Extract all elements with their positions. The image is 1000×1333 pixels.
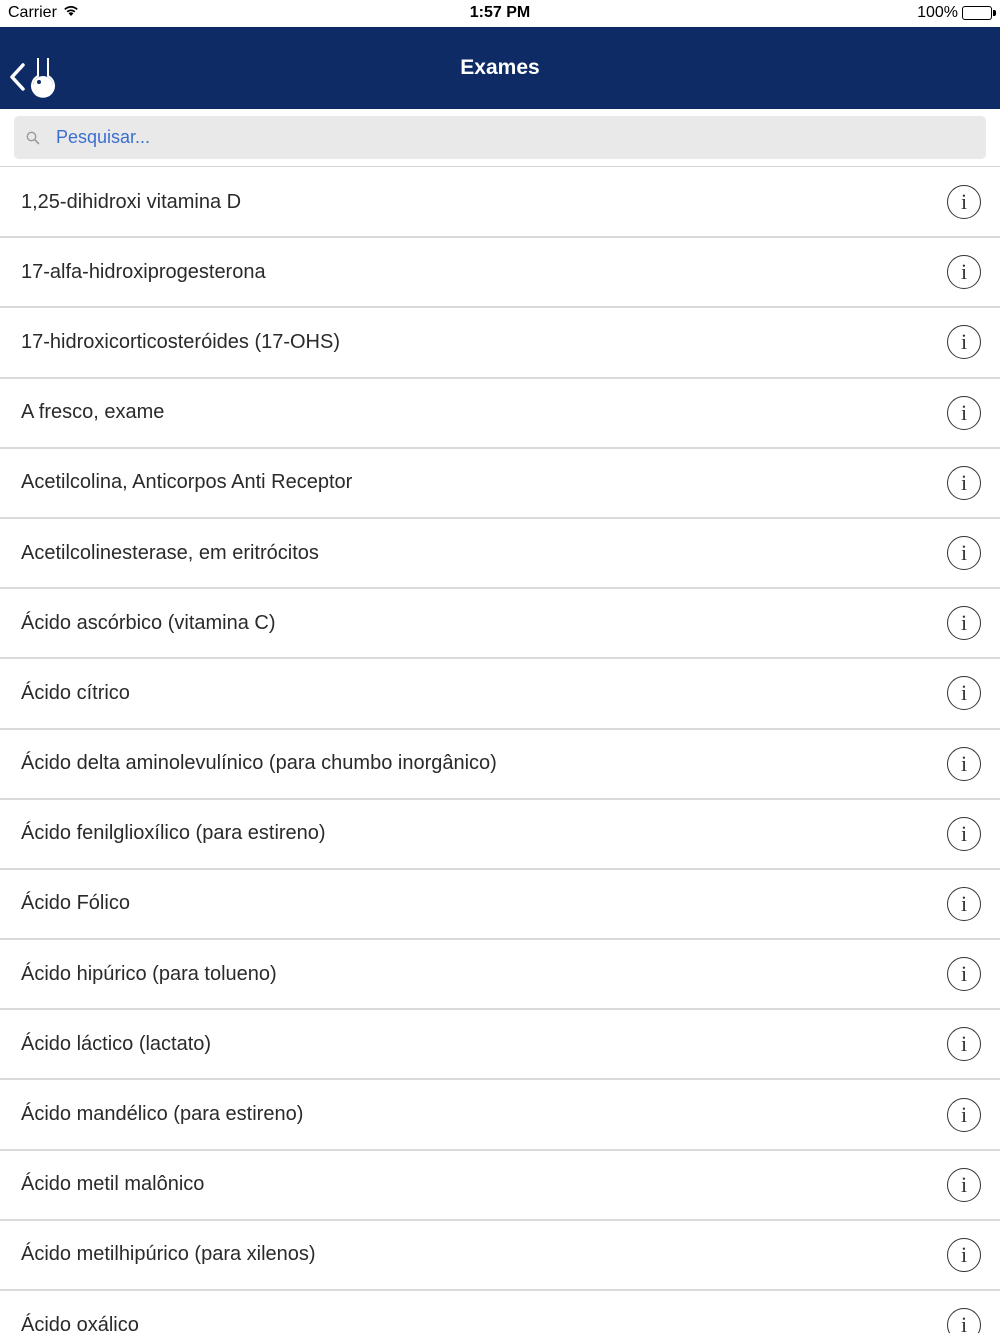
list-item-label: Ácido metilhipúrico (para xilenos) xyxy=(21,1243,316,1266)
info-icon[interactable]: i xyxy=(947,1027,981,1061)
list-item[interactable] xyxy=(0,659,1000,729)
list-item[interactable] xyxy=(0,589,1000,659)
list-item[interactable] xyxy=(0,1221,1000,1291)
search-bar xyxy=(0,109,1000,167)
info-icon[interactable]: i xyxy=(947,1308,981,1333)
info-icon[interactable]: i xyxy=(947,536,981,570)
list-item[interactable] xyxy=(0,730,1000,800)
list-item-label: A fresco, exame xyxy=(21,401,165,424)
list-item[interactable] xyxy=(0,519,1000,589)
search-input[interactable] xyxy=(56,127,936,148)
chevron-left-icon xyxy=(8,62,28,97)
list-item-label: 17-alfa-hidroxiprogesterona xyxy=(21,260,266,283)
list-item-label: Ácido cítrico xyxy=(21,681,130,704)
info-icon[interactable]: i xyxy=(947,466,981,500)
info-icon[interactable]: i xyxy=(947,1238,981,1272)
list-item[interactable] xyxy=(0,1010,1000,1080)
list-item[interactable] xyxy=(0,870,1000,940)
list-item-label: Ácido mandélico (para estireno) xyxy=(21,1103,304,1126)
battery-icon xyxy=(962,6,992,20)
list-item-label: Acetilcolina, Anticorpos Anti Receptor xyxy=(21,471,353,494)
status-right xyxy=(917,4,992,22)
info-icon[interactable]: i xyxy=(947,957,981,991)
flask-icon xyxy=(28,56,58,103)
list-item[interactable] xyxy=(0,800,1000,870)
back-button[interactable] xyxy=(8,55,64,103)
carrier-label: Carrier xyxy=(8,4,57,21)
list-item-label: Ácido metil malônico xyxy=(21,1173,205,1196)
info-icon[interactable]: i xyxy=(947,255,981,289)
list-item[interactable] xyxy=(0,1291,1000,1333)
list-item-label: 17-hidroxicorticosteróides (17-OHS) xyxy=(21,330,341,353)
info-icon[interactable]: i xyxy=(947,676,981,710)
info-icon[interactable]: i xyxy=(947,1098,981,1132)
list-item[interactable] xyxy=(0,379,1000,449)
status-bar xyxy=(0,0,1000,27)
page-title: Exames xyxy=(460,56,540,79)
list-item-label: Ácido delta aminolevulínico (para chumbo inorgânico) xyxy=(21,752,497,775)
info-icon[interactable]: i xyxy=(947,1168,981,1202)
list-item[interactable] xyxy=(0,449,1000,519)
list-item-label: Ácido Fólico xyxy=(21,892,130,915)
exam-list xyxy=(0,168,1000,1333)
list-item-label: 1,25-dihidroxi vitamina D xyxy=(21,190,242,213)
list-item[interactable] xyxy=(0,1080,1000,1150)
list-item[interactable] xyxy=(0,238,1000,308)
info-icon[interactable]: i xyxy=(947,185,981,219)
info-icon[interactable]: i xyxy=(947,747,981,781)
search-field[interactable] xyxy=(14,116,986,159)
status-time: 1:57 PM xyxy=(469,4,531,21)
list-item-label: Ácido hipúrico (para tolueno) xyxy=(21,962,277,985)
info-icon[interactable]: i xyxy=(947,396,981,430)
list-item[interactable] xyxy=(0,168,1000,238)
list-item-label: Ácido ascórbico (vitamina C) xyxy=(21,611,276,634)
list-item[interactable] xyxy=(0,308,1000,378)
navigation-bar xyxy=(0,27,1000,109)
search-icon xyxy=(24,129,42,147)
info-icon[interactable]: i xyxy=(947,325,981,359)
list-item-label: Ácido fenilglioxílico (para estireno) xyxy=(21,822,326,845)
info-icon[interactable]: i xyxy=(947,606,981,640)
list-item-label: Ácido láctico (lactato) xyxy=(21,1032,212,1055)
list-item[interactable] xyxy=(0,940,1000,1010)
list-item[interactable] xyxy=(0,1151,1000,1221)
list-item-label: Ácido oxálico xyxy=(21,1313,139,1333)
list-item-label: Acetilcolinesterase, em eritrócitos xyxy=(21,541,319,564)
battery-label: 100% xyxy=(917,4,958,21)
info-icon[interactable]: i xyxy=(947,817,981,851)
info-icon[interactable]: i xyxy=(947,887,981,921)
